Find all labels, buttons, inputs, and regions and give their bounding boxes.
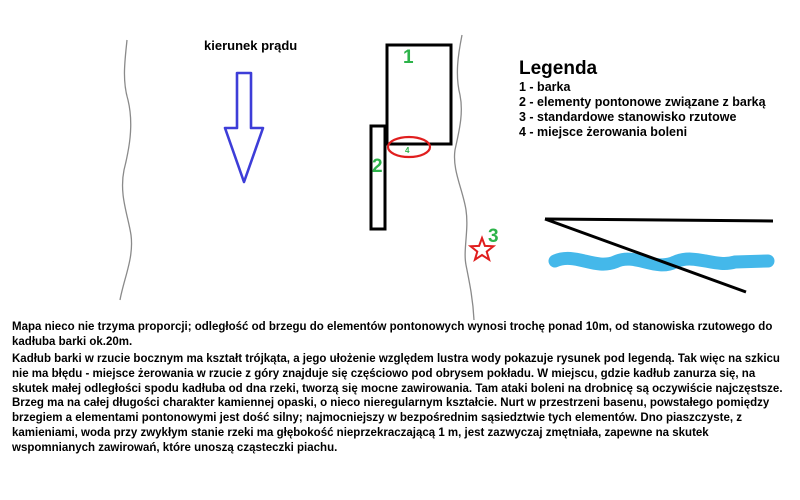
legend-item-pontoons: 2 - elementy pontonowe związane z barką	[519, 95, 766, 109]
current-direction-label: kierunek prądu	[204, 38, 298, 53]
legend-list	[519, 80, 766, 140]
legend-item-feeding-spot: 4 - miejsce żerowania boleni	[519, 125, 688, 139]
barge-number-label: 1	[403, 47, 414, 68]
hull-deck-line	[545, 219, 773, 221]
barge-rectangle	[387, 45, 451, 144]
right-riverbank-line	[454, 35, 474, 320]
legend-item-casting-stand: 3 - standardowe stanowisko rzutowe	[519, 110, 737, 124]
map-proportion-note: Mapa nieco nie trzyma proporcji; odległość od brzegu do elementów pontonowych wynosi trochę ponad 10m, od stanowiska rzutowego do kadłuba barki ok.20m.	[12, 321, 773, 348]
left-riverbank-line	[120, 40, 132, 300]
legend-item-barge: 1 - barka	[519, 80, 571, 94]
legend-title: Legenda	[519, 58, 598, 79]
pontoon-number-label: 2	[372, 156, 383, 177]
current-direction-arrow	[225, 73, 263, 182]
feeding-spot-number-label: 4	[405, 146, 410, 155]
casting-stand-number-label: 3	[488, 226, 499, 247]
description-paragraph: Kadłub barki w rzucie bocznym ma kształt trójkąta, a jego ułożenie względem lustra wody pokazuje rysunek pod legendą. Tak więc na szkicu nie ma błędu - miejsce żerowania w rzucie z góry znajduje się częściowo pod obrysem pokładu. W miejscu, gdzie kadłub zanurza się, na skutek małej odległości spodu kadłuba od dna rzeki, tworzą się mocne zawirowania. Tam ataki boleni na drobnicę są oczywiście najczęstsze. Brzeg ma na całej długości charakter kamiennej opaski, o nieco nieregularnym kształcie. Nurt w przestrzeni basenu, powstałego pomiędzy brzegiem a elementami pontonowymi jest dość silny; najmocniejszy w bezpośrednim sąsiedztwie tych elementów. Dno piaszczyste, z kamieniami, woda przy zwykłym stanie rzeki ma głębokość nieprzekraczającą 1 m, jest zazwyczaj zmętniała, zapewne na skutek wspomnianych zawirowań, które unoszą cząsteczki piachu.	[12, 353, 783, 454]
